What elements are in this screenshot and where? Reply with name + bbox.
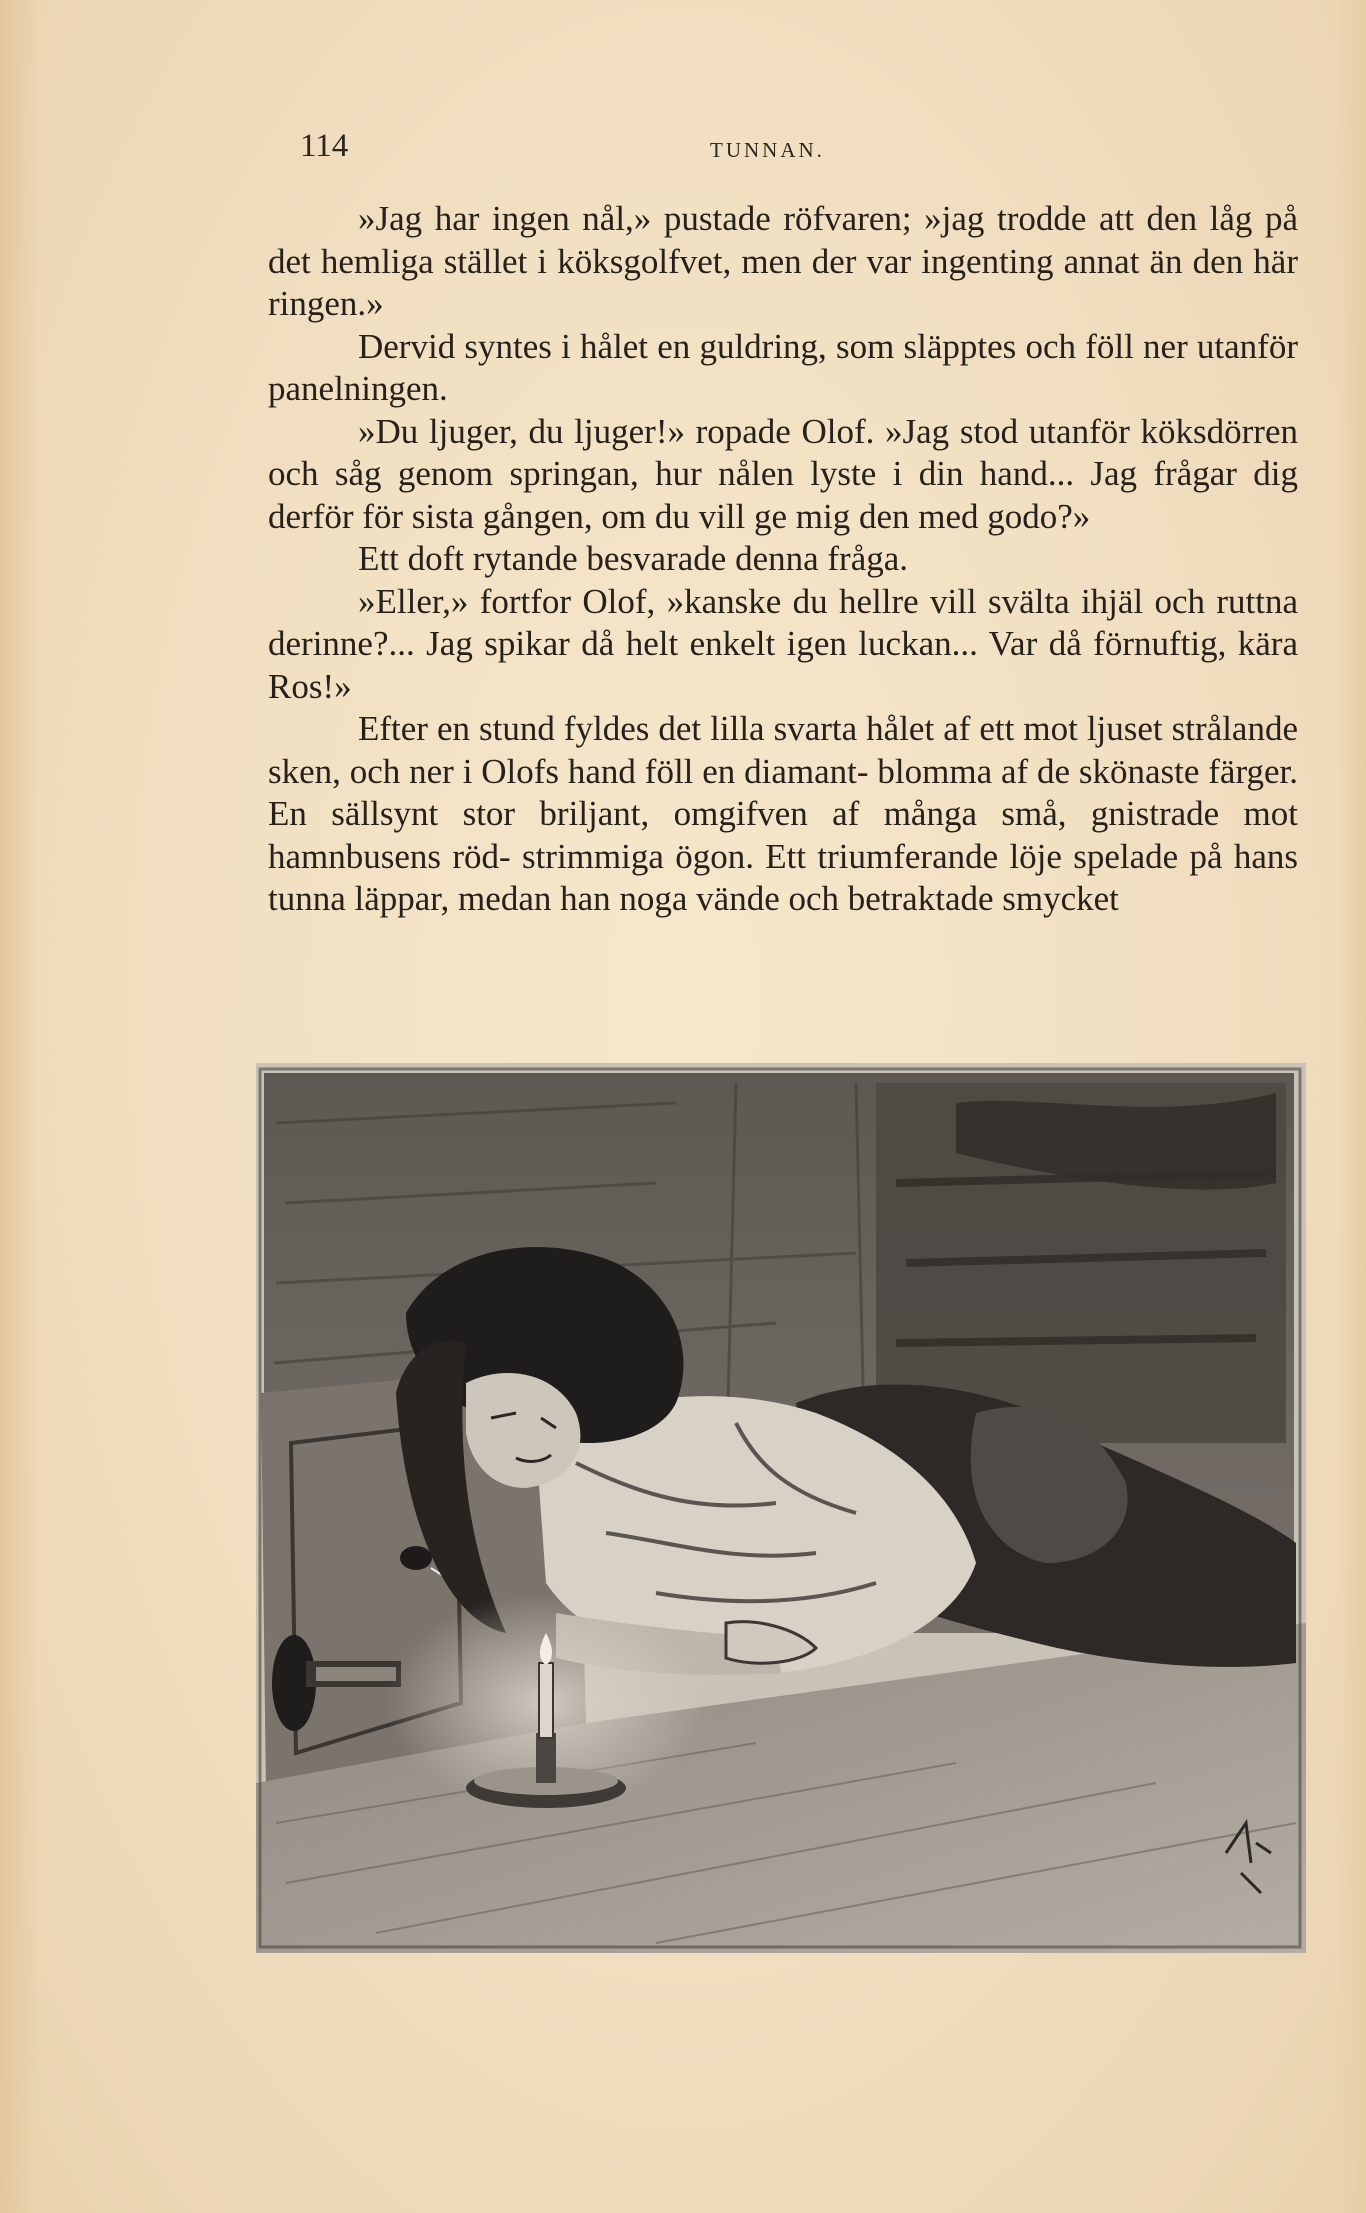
paragraph: Efter en stund fyldes det lilla svarta hålet af ett mot ljuset strålande sken, och ner i Olofs hand föll en diamant- blomma af de skönaste färger. En sällsynt stor briljant, omgifven af många små, gnistrade mot hamnbusens röd- strimmiga ögon. Ett triumferande löje spelade på hans tunna läppar, medan han noga vände och betraktade smycket (268, 709, 1298, 918)
paragraph: Dervid syntes i hålet en guldring, som släpptes och föll ner utanför panelningen. (268, 326, 1298, 408)
body-text (268, 198, 1298, 921)
running-title: TUNNAN. (710, 138, 825, 162)
illustration (256, 1063, 1306, 1953)
illustration-drawing (256, 1063, 1306, 1953)
wall-hole (400, 1546, 432, 1570)
paragraph: Ett doft rytande besvarade denna fråga. (358, 539, 909, 578)
candle (386, 1593, 706, 1813)
running-head (300, 128, 1290, 168)
paragraph: »Jag har ingen nål,» pustade röfvaren; »jag trodde att den låg på det hemliga stället i köksgolfvet, men der var ingenting annat än den här ringen.» (268, 199, 1298, 323)
page-number: 114 (300, 128, 349, 164)
paragraph: »Du ljuger, du ljuger!» ropade Olof. »Jag stod utanför köksdörren och såg genom springan, hur nålen lyste i din hand... Jag frågar dig derför för sista gången, om du vill ge mig den med godo?» (268, 411, 1298, 536)
paragraph: »Eller,» fortfor Olof, »kanske du hellre vill svälta ihjäl och ruttna derinne?... Jag spikar då helt enkelt igen luckan... Var då förnuftig, kära Ros!» (268, 581, 1298, 706)
